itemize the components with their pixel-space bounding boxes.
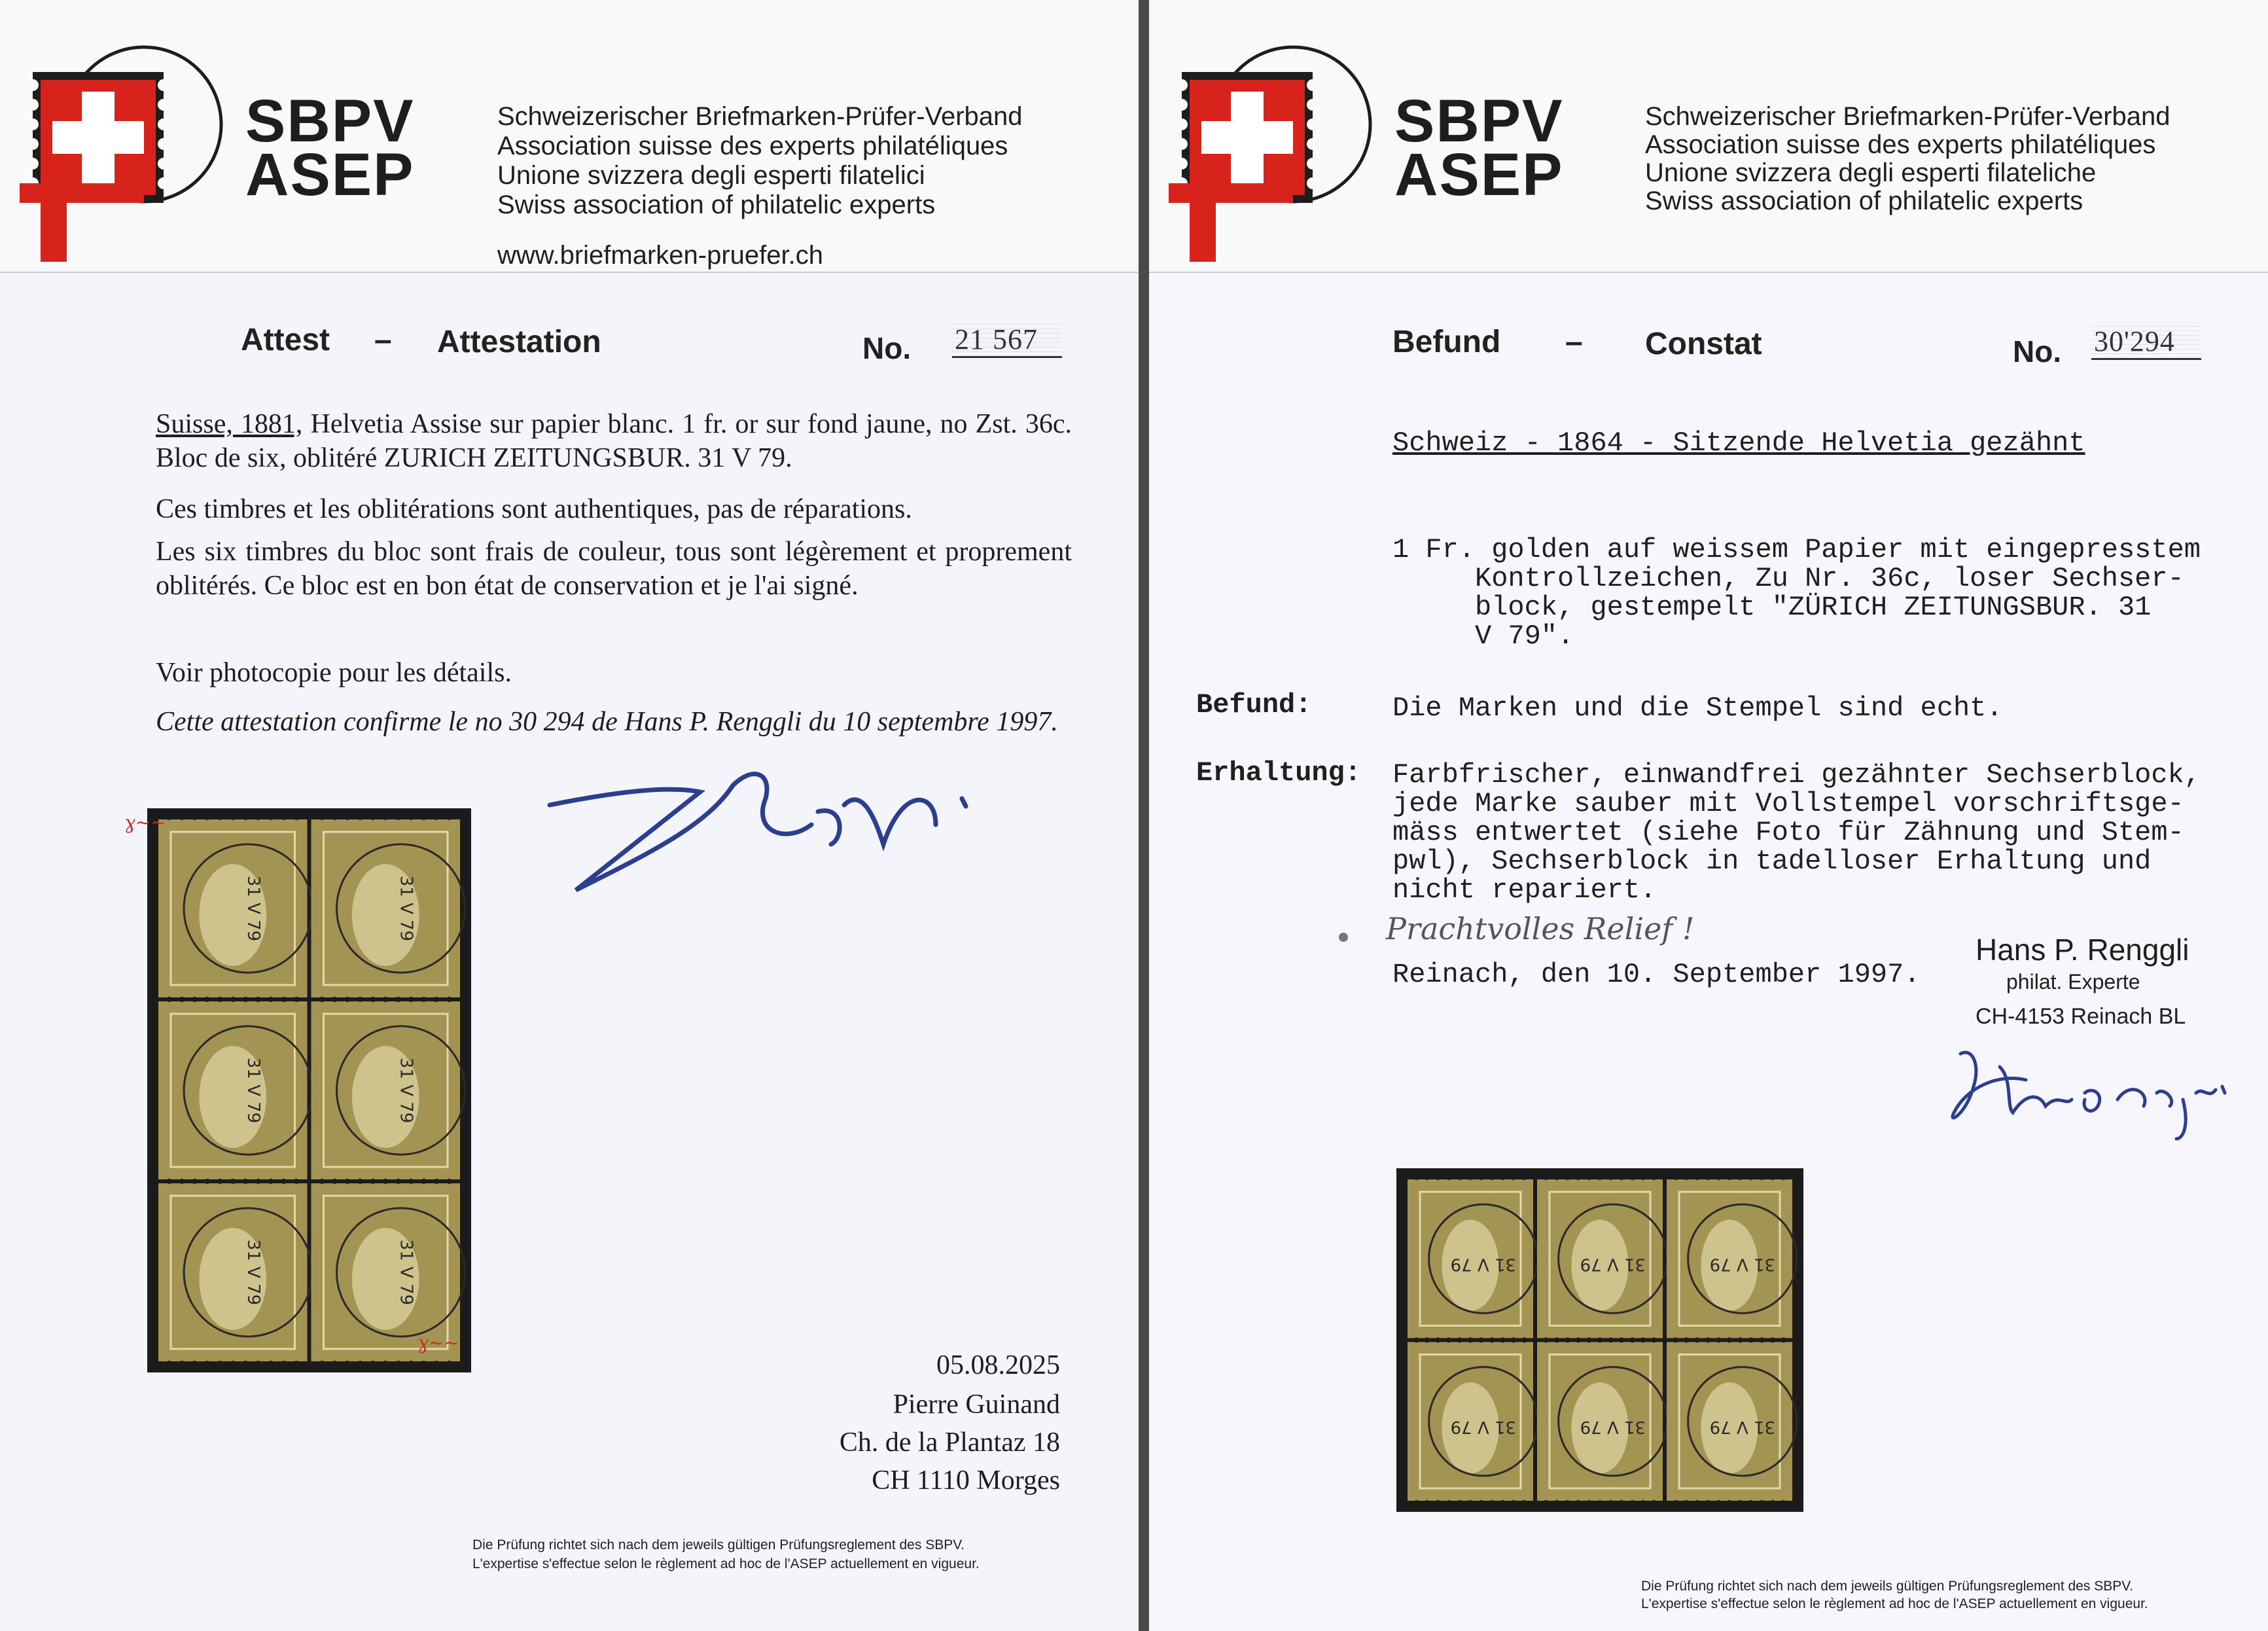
- erhaltung-label: Erhaltung:: [1196, 757, 1362, 789]
- signer-street: Ch. de la Plantaz 18: [839, 1427, 1060, 1458]
- assoc-en: Swiss association of philatelic experts: [1645, 187, 2083, 215]
- assoc-en: Swiss association of philatelic experts: [497, 190, 936, 219]
- postmark-text: 31 V 79: [243, 1239, 264, 1306]
- postmark-text: 31 V 79: [1450, 1416, 1517, 1437]
- handwritten-signature-right: [1934, 1028, 2235, 1145]
- footer-line-2: L'expertise s'effectue selon le règlement ad hoc de l'ASEP actuellement en vigueur.: [472, 1556, 980, 1571]
- body-paragraph-2: Ces timbres et les oblitérations sont authentiques, pas de réparations.: [156, 494, 912, 524]
- title-dash: –: [374, 323, 392, 357]
- signer-date: 05.08.2025: [936, 1350, 1060, 1380]
- title-constat: Constat: [1645, 327, 1762, 361]
- body-paragraph-4: Voir photocopie pour les détails.: [156, 658, 512, 688]
- description-text: 1 Fr. golden auf weissem Papier mit eingepresstem Kontrollzeichen, Zu Nr. 36c, loser Sechser- block, gestempelt "ZÜRICH ZEITUNGSBUR. 31 V 79".: [1392, 534, 2201, 652]
- handwritten-note: Prachtvolles Relief !: [1386, 911, 1695, 946]
- stamp-block-photo: [147, 808, 471, 1372]
- title-attest: Attest: [241, 323, 330, 357]
- body-paragraph-1: [156, 407, 1072, 475]
- assoc-de: Schweizerischer Briefmarken-Prüfer-Verband: [497, 102, 1023, 131]
- footer-line-2: L'expertise s'effectue selon le règlement ad hoc de l'ASEP actuellement en vigueur.: [1641, 1596, 2148, 1611]
- handwritten-signature-left: [537, 746, 1008, 903]
- certificate-number: 21 567: [952, 323, 1062, 358]
- red-mark-top: ɣ~~: [124, 812, 166, 833]
- assoc-fr: Association suisse des experts philatéliques: [497, 132, 1008, 160]
- stamp: [1533, 1175, 1667, 1343]
- stamp: [1662, 1338, 1797, 1506]
- expert-address: CH-4153 Reinach BL: [1976, 1004, 2186, 1029]
- description-heading: Schweiz - 1864 - Sitzende Helvetia gezähnt: [1392, 427, 2085, 459]
- place-date: Reinach, den 10. September 1997.: [1392, 959, 1921, 990]
- body-country-year: Suisse, 1881,: [156, 409, 303, 439]
- signer-city: CH 1110 Morges: [872, 1465, 1060, 1496]
- body-paragraph-3: Les six timbres du bloc sont frais de couleur, tous sont légèrement et proprement oblitérés. Ce bloc est en bon état de conservation et je l'ai signé.: [156, 537, 1072, 601]
- number-label: No.: [862, 331, 912, 365]
- postmark-text: 31 V 79: [1709, 1254, 1776, 1274]
- brand-asep: ASEP: [245, 141, 415, 208]
- stamp-block-photo: [1396, 1168, 1803, 1512]
- stamp: [154, 1179, 312, 1366]
- postmark-text: 31 V 79: [1580, 1254, 1646, 1274]
- stamp: [1533, 1338, 1667, 1506]
- title-attestation: Attestation: [437, 325, 601, 359]
- stamp-grid: [147, 808, 471, 1372]
- erhaltung-text: Farbfrischer, einwandfrei gezähnter Sechserblock, jede Marke sauber mit Vollstempel vorschriftsge- mäss entwertet (siehe Foto für Zähnung und Stem- pwl), Sechserblock in tadelloser Erhaltung und nicht repariert.: [1392, 759, 2201, 906]
- postmark-text: 31 V 79: [1580, 1416, 1646, 1437]
- postmark-text: 31 V 79: [396, 1057, 416, 1124]
- postmark-text: 31 V 79: [396, 1239, 416, 1306]
- brand-asep: ASEP: [1394, 141, 1564, 208]
- stamp: [1403, 1175, 1538, 1343]
- postmark-text: 31 V 79: [243, 875, 264, 942]
- assoc-it: Unione svizzera degli esperti filatelici: [497, 161, 925, 190]
- brand-sbpv: SBPV: [245, 88, 415, 154]
- stamp: [307, 815, 465, 1002]
- expert-title: philat. Experte: [2006, 970, 2140, 994]
- stamp: [154, 997, 312, 1184]
- title-befund: Befund: [1392, 325, 1501, 359]
- bullet-dot: [1339, 933, 1348, 942]
- assoc-de: Schweizerischer Briefmarken-Prüfer-Verband: [1645, 102, 2171, 131]
- certificate-number: 30'294: [2091, 325, 2201, 360]
- stamp: [1662, 1175, 1797, 1343]
- postmark-text: 31 V 79: [1709, 1416, 1776, 1437]
- sbpv-logo-icon: [1162, 26, 1398, 275]
- stamp-grid: [1396, 1168, 1803, 1512]
- body-paragraph-5: Cette attestation confirme le no 30 294 de Hans P. Renggli du 10 septembre 1997.: [156, 707, 1058, 737]
- brand-sbpv: SBPV: [1394, 88, 1564, 154]
- postmark-text: 31 V 79: [396, 875, 416, 942]
- postmark-text: 31 V 79: [243, 1057, 264, 1124]
- certificate-right: [1149, 0, 2268, 1631]
- footer-line-1: Die Prüfung richtet sich nach dem jeweils gültigen Prüfungsreglement des SBPV.: [1641, 1579, 2134, 1594]
- red-mark-bottom: ɣ~~: [417, 1332, 459, 1353]
- stamp: [154, 815, 312, 1002]
- sbpv-logo-icon: [13, 26, 249, 275]
- website: www.briefmarken-pruefer.ch: [497, 241, 823, 270]
- befund-label: Befund:: [1196, 689, 1312, 721]
- stamp: [307, 997, 465, 1184]
- expert-name: Hans P. Renggli: [1976, 933, 2189, 967]
- stamp: [1403, 1338, 1538, 1506]
- assoc-it: Unione svizzera degli esperti filateliche: [1645, 158, 2097, 187]
- number-label: No.: [2013, 334, 2062, 368]
- body-description: Helvetia Assise sur papier blanc. 1 fr. or sur fond jaune, no Zst. 36c. Bloc de six, oblitéré ZURICH ZEITUNGSBUR. 31 V 79.: [156, 409, 1072, 473]
- footer-line-1: Die Prüfung richtet sich nach dem jeweils gültigen Prüfungsreglement des SBPV.: [472, 1537, 965, 1552]
- befund-text: Die Marken und die Stempel sind echt.: [1392, 692, 2003, 724]
- postmark-text: 31 V 79: [1450, 1254, 1517, 1274]
- title-dash: –: [1565, 325, 1583, 359]
- assoc-fr: Association suisse des experts philatéliques: [1645, 130, 2156, 159]
- signer-name: Pierre Guinand: [893, 1389, 1060, 1420]
